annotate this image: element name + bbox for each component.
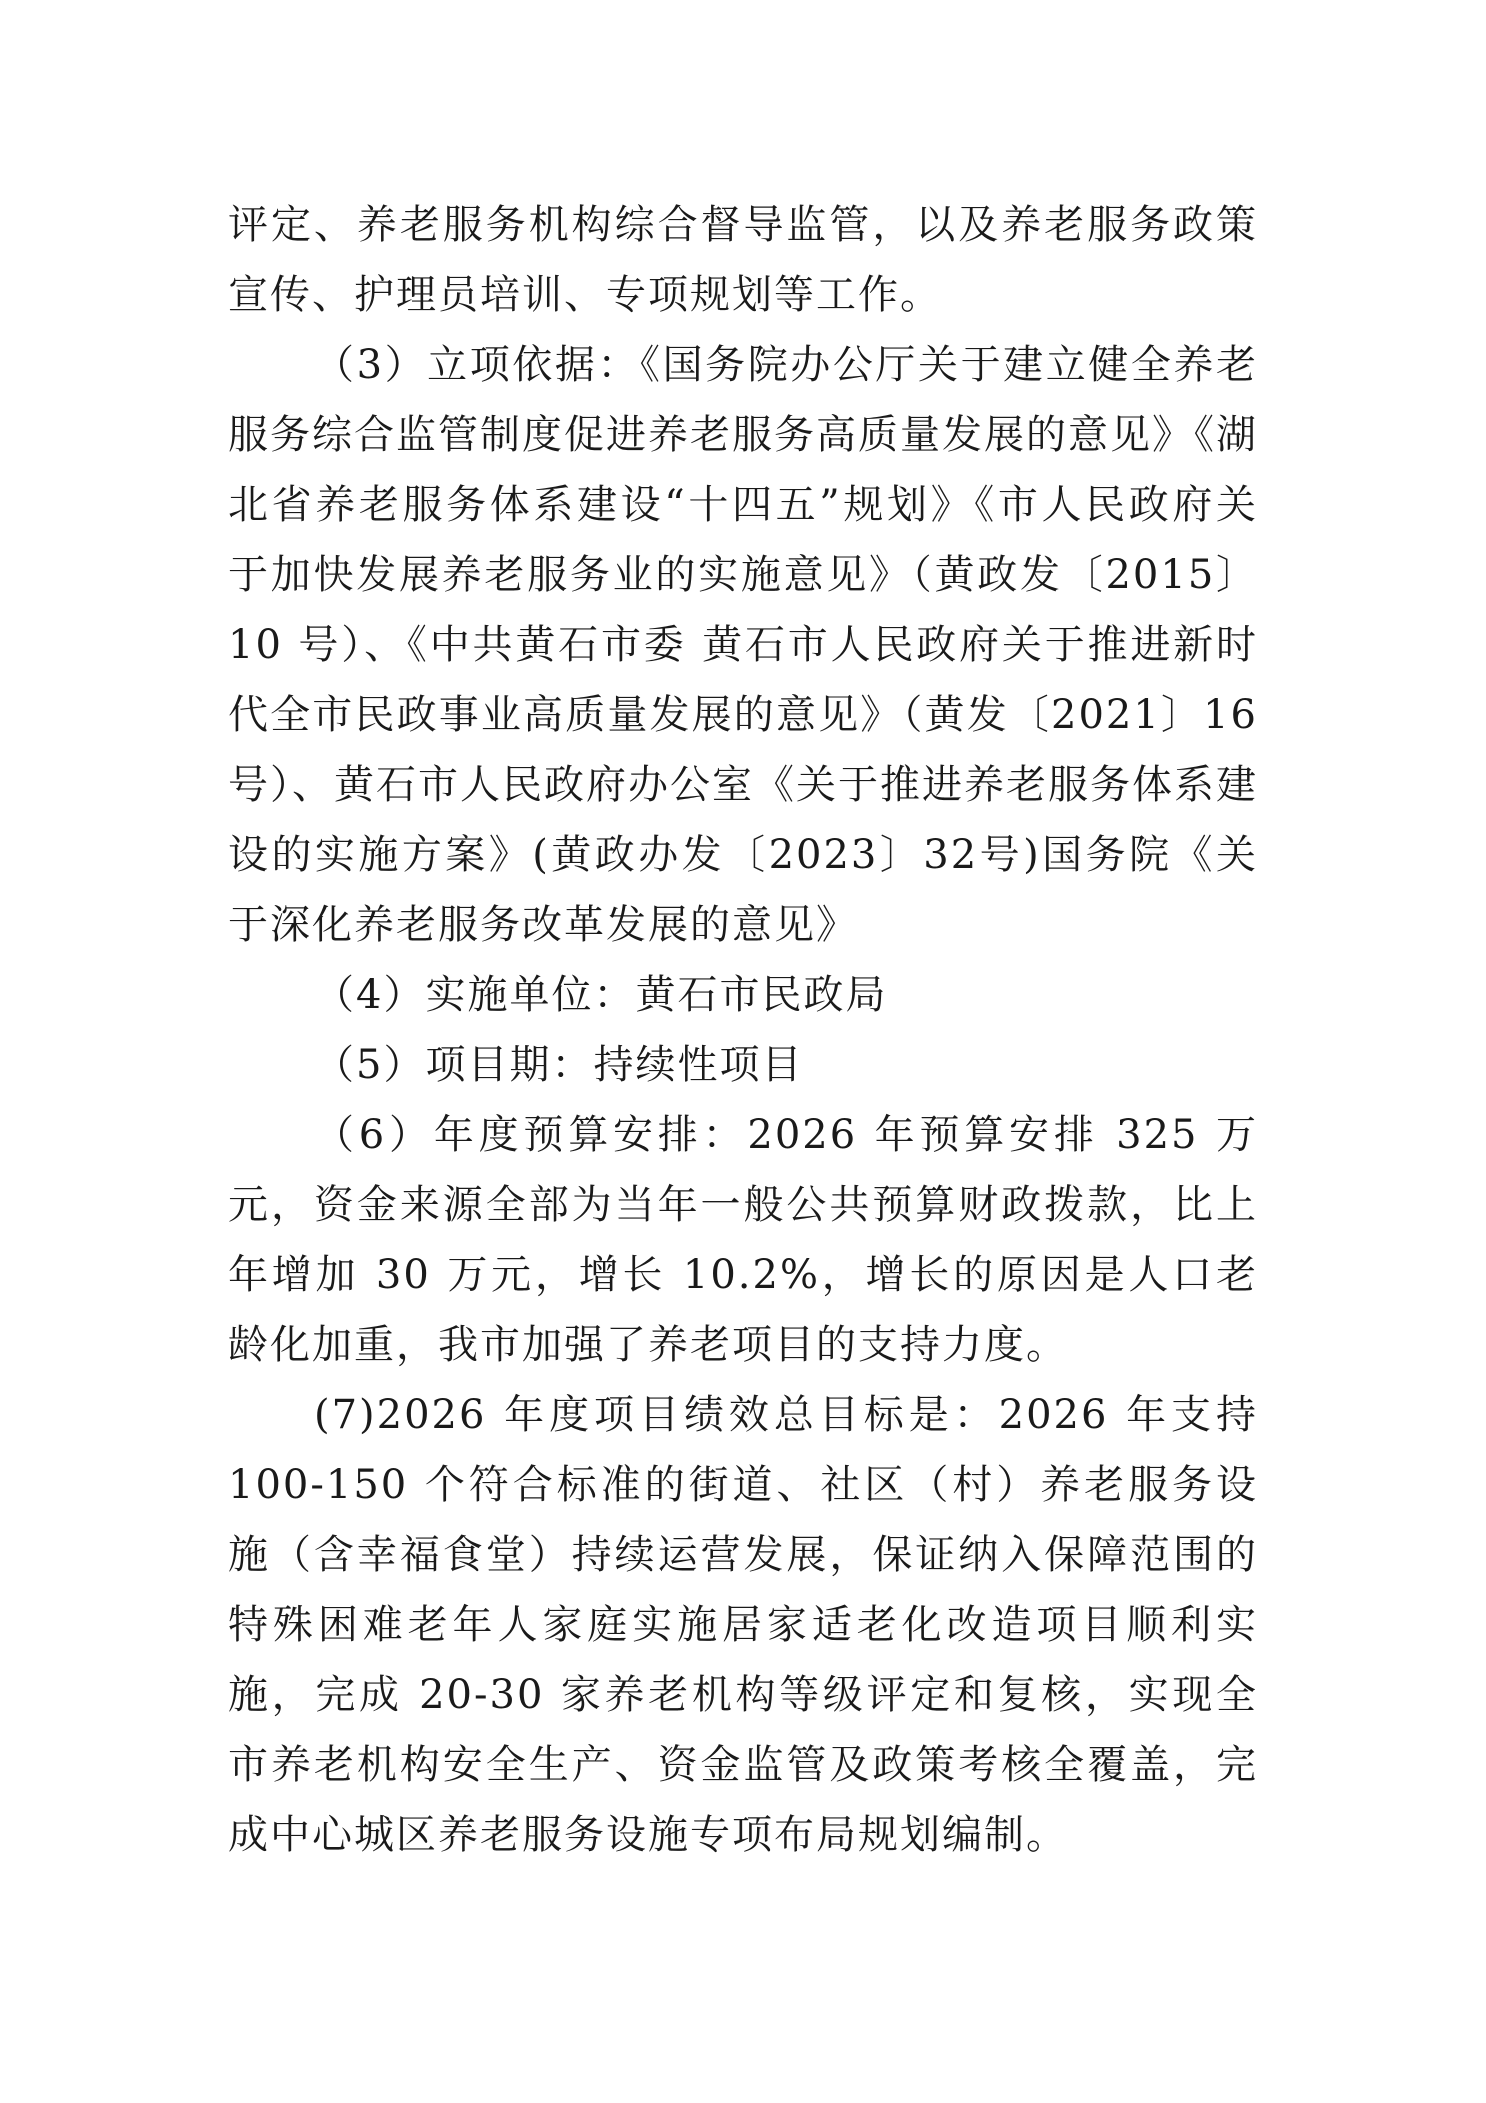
paragraph-annual-budget: （6）年度预算安排：2026 年预算安排 325 万元，资金来源全部为当年一般公共预算财政拨款，比上年增加 30 万元，增长 10.2%，增长的原因是人口老龄化加重，我市加强了养老项目的支持力度。 [228,1112,1258,1368]
paragraph-project-period: （5）项目期：持续性项目 [314,1042,804,1088]
paragraph-performance-goal: (7)2026 年度项目绩效总目标是：2026 年支持 100-150 个符合标准的街道、社区（村）养老服务设施（含幸福食堂）持续运营发展，保证纳入保障范围的特殊困难老年人家庭实施居家适老化改造项目顺利实施，完成 20-30 家养老机构等级评定和复核，实现全市养老机构安全生产、资金监管及政策考核全覆盖，完成中心城区养老服务设施专项布局规划编制。 [228,1392,1258,1858]
paragraph-continuation: 评定、养老服务机构综合督导监管，以及养老服务政策宣传、护理员培训、专项规划等工作。 [228,202,1258,318]
paragraph-implementing-unit: （4）实施单位：黄石市民政局 [314,972,888,1018]
document-body [228,190,1258,1870]
paragraph-project-basis: （3）立项依据：《国务院办公厅关于建立健全养老服务综合监管制度促进养老服务高质量发展的意见》《湖北省养老服务体系建设“十四五”规划》《市人民政府关于加快发展养老服务业的实施意见》（黄政发〔2015〕10 号）、《中共黄石市委 黄石市人民政府关于推进新时代全市民政事业高质量发展的意见》（黄发〔2021〕16号）、黄石市人民政府办公室《关于推进养老服务体系建设的实施方案》(黄政办发〔2023〕32号)国务院《关于深化养老服务改革发展的意见》 [228,342,1258,948]
